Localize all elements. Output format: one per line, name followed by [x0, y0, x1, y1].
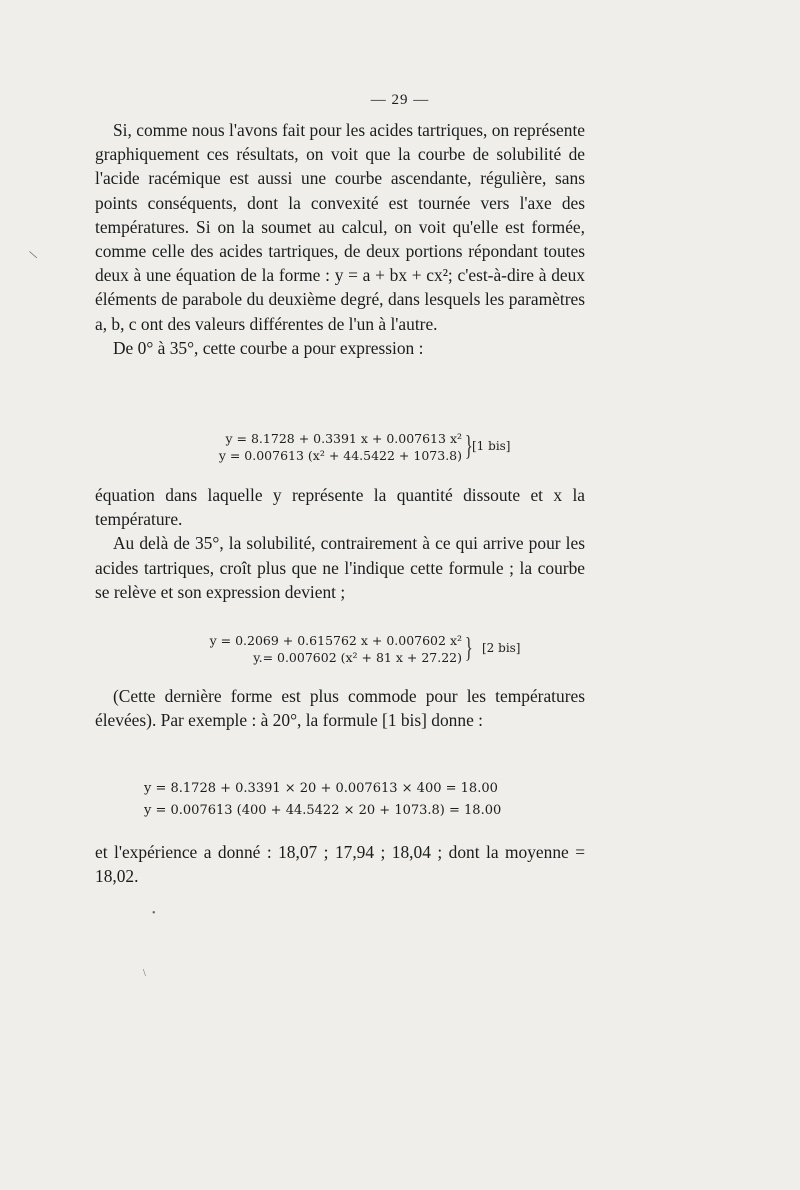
- page-number: — 29 —: [370, 92, 430, 108]
- paragraph-2: De 0° à 35°, cette courbe a pour expression :: [113, 337, 424, 358]
- equation-1-tag: [1 bis]: [472, 439, 511, 453]
- speck-mark-2: \: [143, 968, 146, 979]
- text-block-4: [95, 840, 585, 888]
- paragraph-3: équation dans laquelle y représente la quantité dissoute et x la température.: [95, 485, 585, 530]
- equation-2-tag: [2 bis]: [482, 641, 521, 655]
- equation-2-line-2: y.= 0.007602 (x² + 81 x + 27.22): [253, 650, 462, 665]
- paragraph-4: Au delà de 35°, la solubilité, contrairement à ce qui arrive pour les acides tartriques, croît plus que ne l'indique cette formule ; la courbe se relève et son expression devient ;: [95, 533, 585, 602]
- equation-3-line-2: y = 0.007613 (400 + 44.5422 × 20 + 1073.8) = 18.00: [144, 803, 502, 818]
- equation-3-line-1: y = 8.1728 + 0.3391 × 20 + 0.007613 × 400 = 18.00: [144, 781, 498, 796]
- equation-1-brace: }: [464, 431, 473, 462]
- margin-mark: \: [28, 248, 40, 264]
- paragraph-5: (Cette dernière forme est plus commode pour les températures élevées). Par exemple : à 20°, la formule [1 bis] donne :: [95, 686, 585, 731]
- paragraph-1: Si, comme nous l'avons fait pour les acides tartriques, on représente graphiquement ces résultats, on voit que la courbe de solubilité de l'acide racémique est aussi une courbe ascendante, régulière, sans points conséquents, dont la convexité est tournée vers l'axe des températures. Si on la soumet au calcul, on voit qu'elle est formée, comme celle des acides tartriques, de deux portions répondant toutes deux à une équation de la forme : y = a + bx + cx²; c'est-à-dire à deux éléments de parabole du deuxième degré, dans lesquels les paramètres a, b, c ont des valeurs différentes de l'un à l'autre.: [95, 120, 585, 334]
- text-block-2: [95, 483, 585, 604]
- equation-group-3: [144, 778, 501, 822]
- text-block-1: [95, 118, 585, 360]
- equation-1-line-1: y = 8.1728 + 0.3391 x + 0.007613 x²: [225, 431, 462, 446]
- paragraph-6: et l'expérience a donné : 18,07 ; 17,94 ; 18,04 ; dont la moyenne = 18,02.: [95, 842, 585, 887]
- equation-2-brace: }: [464, 633, 473, 664]
- equation-1-line-2: y = 0.007613 (x² + 44.5422 + 1073.8): [218, 448, 462, 463]
- speck-mark: •: [152, 908, 156, 919]
- equation-2-line-1: y = 0.2069 + 0.615762 x + 0.007602 x²: [209, 633, 462, 648]
- text-block-3: [95, 684, 585, 732]
- equation-1-lines: [150, 430, 462, 464]
- equation-2-lines: [150, 632, 462, 666]
